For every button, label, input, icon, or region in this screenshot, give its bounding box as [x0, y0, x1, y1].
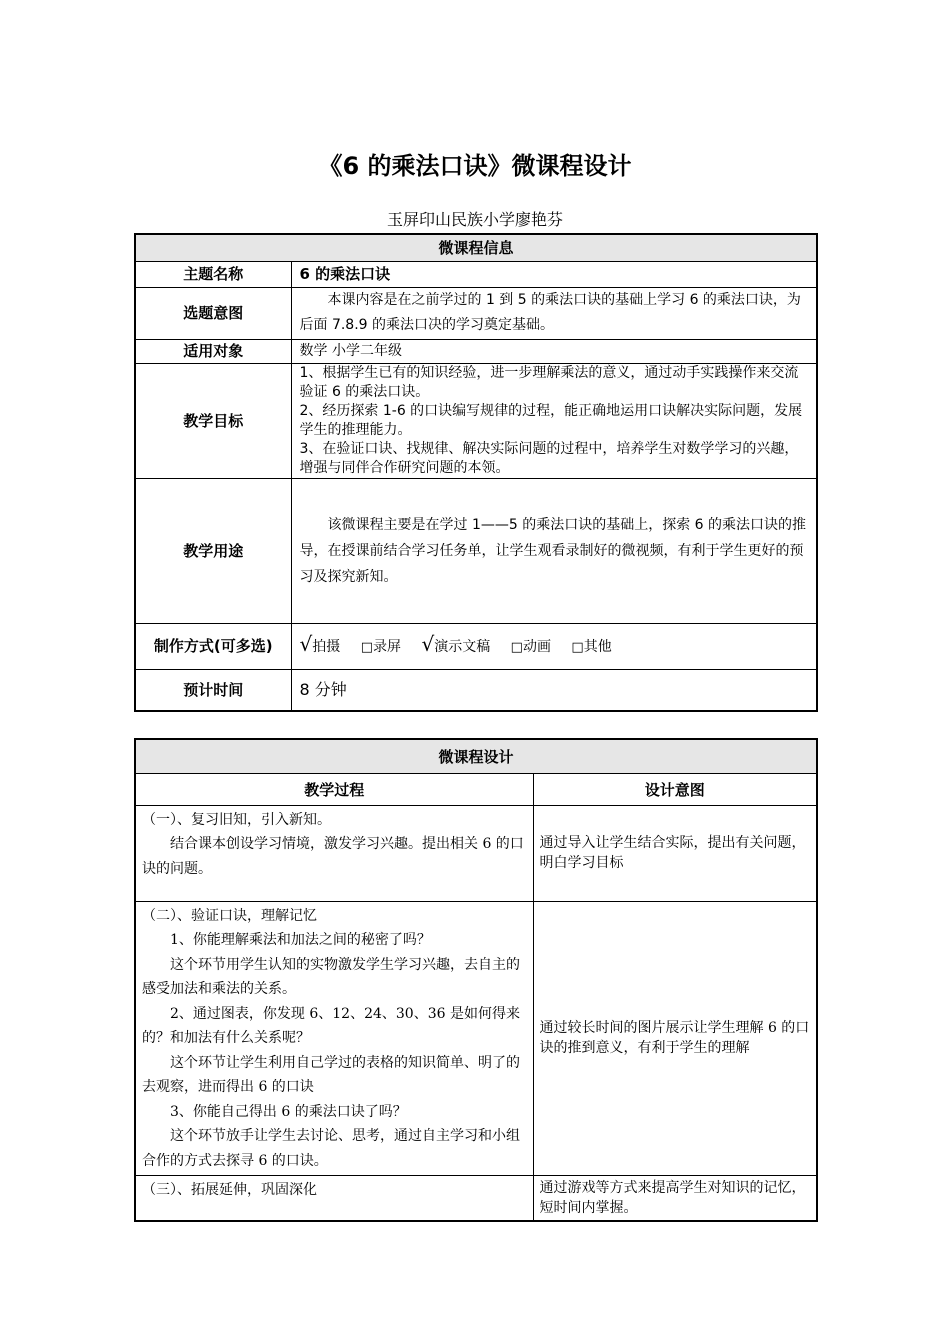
option-screen-record[interactable]: □录屏 — [360, 639, 401, 655]
process-section-2 — [135, 901, 533, 1176]
duration-value: 8 分钟 — [291, 669, 817, 711]
purpose-label: 选题意图 — [135, 287, 291, 339]
option-slides[interactable]: √演示文稿 — [421, 632, 491, 656]
checkbox-empty-icon: □ — [510, 640, 523, 655]
topic-label: 主题名称 — [135, 261, 291, 287]
section-heading: （一）、复习旧知，引入新知。 — [142, 811, 331, 828]
section-text: 结合课本创设学习情境，激发学习兴趣。提出相关 6 的口诀的问题。 — [142, 836, 524, 877]
intent-section-1: 通过导入让学生结合实际，提出有关问题，明白学习目标 — [533, 805, 817, 901]
checkmark-icon: √ — [299, 632, 313, 656]
process-column-header: 教学过程 — [135, 773, 533, 805]
section-text: 这个环节让学生利用自己学过的表格的知识简单、明了的去观察，进而得出 6 的口诀 — [142, 1054, 520, 1095]
intent-section-2: 通过较长时间的图片展示让学生理解 6 的口诀的推到意义，有利于学生的理解 — [533, 901, 817, 1176]
usage-text: 该微课程主要是在学过 1——5 的乘法口诀的基础上，探索 6 的乘法口诀的推导，在授课前结合学习任务单，让学生观看录制好的微视频，有利于学生更好的预习及探究新知。 — [299, 516, 807, 585]
audience-label: 适用对象 — [135, 339, 291, 363]
goal-item-2: 2、经历探索 1-6 的口诀编写规律的过程，能正确地运用口诀解决实际问题，发展学生的推理能力。 — [299, 402, 803, 438]
document-title: 《6 的乘法口诀》微课程设计 — [318, 152, 632, 180]
course-info-table — [134, 233, 818, 712]
purpose-text: 本课内容是在之前学过的 1 到 5 的乘法口诀的基础上学习 6 的乘法口诀，为后面 7.8.9 的乘法口决的学习奠定基础。 — [299, 292, 801, 333]
option-animation[interactable]: □动画 — [510, 639, 551, 655]
section-text: 2、通过图表，你发现 6、12、24、30、36 是如何得来的？和加法有什么关系呢？ — [142, 1005, 520, 1046]
checkbox-empty-icon: □ — [360, 640, 373, 655]
audience-value: 数学 小学二年级 — [291, 339, 817, 363]
usage-value — [291, 478, 817, 623]
duration-label: 预计时间 — [135, 669, 291, 711]
author-line: 玉屏印山民族小学廖艳芬 — [386, 210, 563, 229]
process-section-1 — [135, 805, 533, 901]
checkbox-empty-icon: □ — [571, 640, 584, 655]
section-text: 1、你能理解乘法和加法之间的秘密了吗？ — [170, 932, 431, 948]
course-design-table — [134, 738, 818, 1222]
section-heading: （三）、拓展延伸，巩固深化 — [142, 1182, 317, 1198]
goals-value — [291, 363, 817, 478]
design-table-header: 微课程设计 — [135, 739, 817, 773]
goals-label: 教学目标 — [135, 363, 291, 478]
topic-value: 6 的乘法口诀 — [291, 261, 817, 287]
section-heading: （二）、验证口诀，理解记忆 — [142, 907, 317, 924]
section-text: 3、你能自己得出 6 的乘法口诀了吗？ — [170, 1103, 407, 1120]
checkmark-icon: √ — [421, 632, 435, 656]
purpose-value — [291, 287, 817, 339]
production-options — [291, 623, 817, 669]
goal-item-1: 1、根据学生已有的知识经验，进一步理解乘法的意义，通过动手实践操作来交流验证 6 的乘法口诀。 — [299, 364, 799, 400]
section-text: 这个环节放手让学生去讨论、思考，通过自主学习和小组合作的方式去探寻 6 的口诀。 — [142, 1128, 520, 1169]
production-label: 制作方式(可多选) — [135, 623, 291, 669]
intent-column-header: 设计意图 — [533, 773, 817, 805]
info-table-header: 微课程信息 — [135, 234, 817, 261]
goal-item-3: 3、在验证口诀、找规律、解决实际问题的过程中，培养学生对数学学习的兴趣，增强与同伴合作研究问题的本领。 — [299, 440, 799, 476]
option-shoot[interactable]: √拍摄 — [299, 632, 341, 656]
option-other[interactable]: □其他 — [571, 639, 612, 655]
process-section-3 — [135, 1176, 533, 1222]
intent-section-3: 通过游戏等方式来提高学生对知识的记忆，短时间内掌握。 — [533, 1176, 817, 1222]
section-text: 这个环节用学生认知的实物激发学生学习兴趣，去自主的感受加法和乘法的关系。 — [142, 956, 520, 997]
usage-label: 教学用途 — [135, 478, 291, 623]
